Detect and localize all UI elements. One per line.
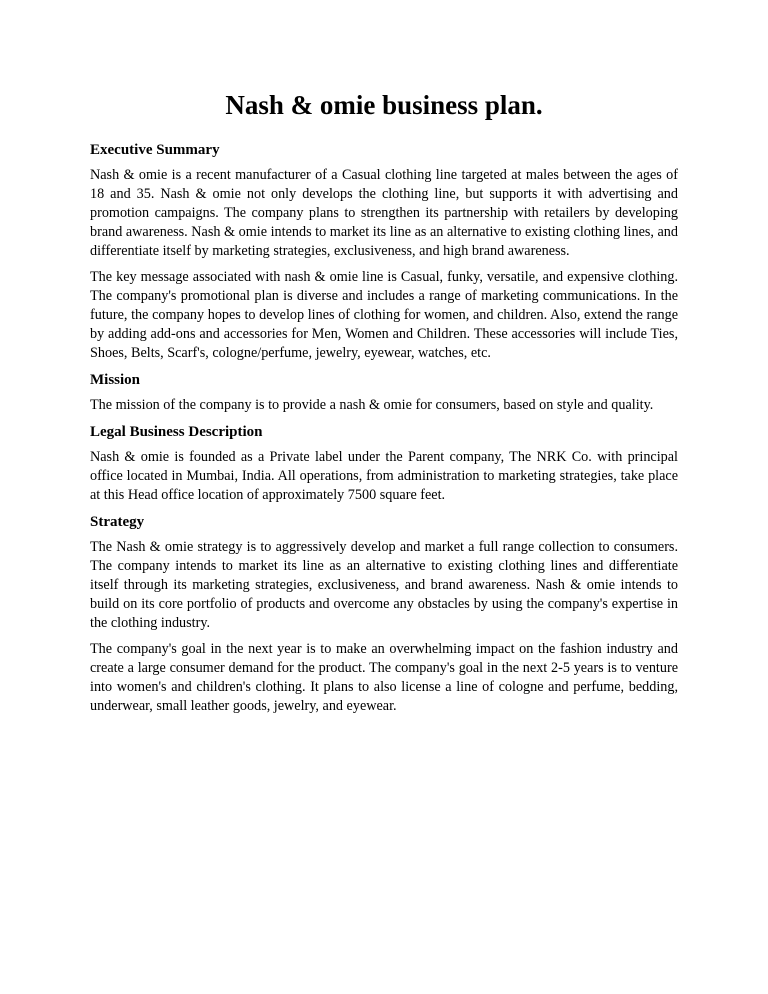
paragraph: The company's goal in the next year is to make an overwhelming impact on the fashion industry and create a large consumer demand for the product. The company's goal in the next 2-5 years is to venture into women's and children's clothing. It plans to also license a line of cologne and perfume, bedding, underwear, small leather goods, jewelry, and eyewear.	[90, 641, 678, 714]
page-title: Nash & omie business plan.	[225, 90, 543, 120]
section-executive-summary	[90, 140, 678, 363]
document-page	[90, 88, 678, 723]
section-legal-business-description	[90, 422, 678, 505]
section-heading: Mission	[90, 372, 141, 388]
section-mission	[90, 370, 678, 415]
section-strategy	[90, 512, 678, 716]
paragraph: Nash & omie is a recent manufacturer of a Casual clothing line targeted at males between the ages of 18 and 35. Nash & omie not only develops the clothing line, but supports it with advertising and promotion campaigns. The company plans to strengthen its partnership with retailers by developing brand awareness. Nash & omie intends to market its line as an alternative to existing clothing lines, and differentiate itself by marketing strategies, exclusiveness, and high brand awareness.	[90, 167, 678, 259]
paragraph: The mission of the company is to provide a nash & omie for consumers, based on style and quality.	[90, 397, 654, 413]
section-heading: Legal Business Description	[90, 424, 263, 440]
section-heading: Executive Summary	[90, 142, 220, 158]
section-heading: Strategy	[90, 514, 145, 530]
paragraph: Nash & omie is founded as a Private label under the Parent company, The NRK Co. with principal office located in Mumbai, India. All operations, from administration to marketing strategies, take place at this Head office location of approximately 7500 square feet.	[90, 449, 678, 503]
paragraph: The Nash & omie strategy is to aggressively develop and market a full range collection to consumers. The company intends to market its line as an alternative to existing clothing lines and differentiate itself through its marketing strategies, exclusiveness, and brand awareness. Nash & omie intends to build on its core portfolio of products and overcome any obstacles by using the company's expertise in the clothing industry.	[90, 539, 678, 631]
paragraph: The key message associated with nash & omie line is Casual, funky, versatile, and expensive clothing. The company's promotional plan is diverse and includes a range of marketing communications. In the future, the company hopes to develop lines of clothing for women, and children. Also, extend the range by adding add-ons and accessories for Men, Women and Children. These accessories will include Ties, Shoes, Belts, Scarf's, cologne/perfume, jewelry, eyewear, watches, etc.	[90, 269, 678, 361]
